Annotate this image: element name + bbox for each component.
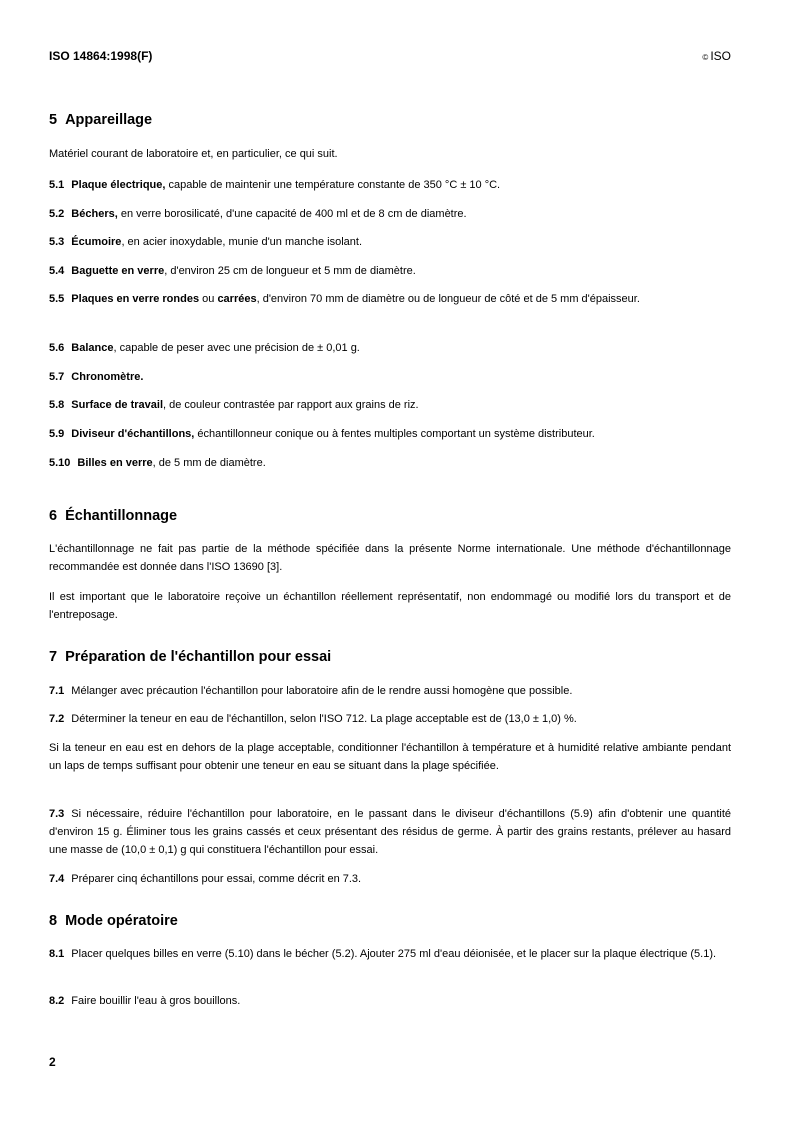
clause-item <box>49 945 731 963</box>
copyright-symbol: © <box>702 53 709 62</box>
clause-item <box>49 710 731 728</box>
section-heading <box>49 508 177 524</box>
clause-number: 5.7 <box>49 371 65 383</box>
paragraph <box>49 739 731 775</box>
clause-term: Plaques en verre rondes <box>71 293 200 305</box>
clause-item <box>49 425 731 443</box>
document-id: ISO 14864:1998(F) <box>49 49 153 63</box>
clause-term: Chronomètre. <box>71 371 144 383</box>
clause-number: 5.3 <box>49 236 65 248</box>
clause-text: en verre borosilicaté, d'une capacité de 400 ml et de 8 cm de diamètre. <box>117 208 467 220</box>
clause-number: 7.2 <box>49 713 65 725</box>
section-title: Échantillonnage <box>65 508 178 524</box>
clause-number: 5.8 <box>49 399 65 411</box>
clause-text: Matériel courant de laboratoire et, en particulier, ce qui suit. <box>49 148 338 160</box>
clause-item <box>49 396 731 414</box>
clause-text: , de couleur contrastée par rapport aux grains de riz. <box>163 399 419 411</box>
clause-number: 5.5 <box>49 293 65 305</box>
clause-text: Faire bouillir l'eau à gros bouillons. <box>71 995 241 1007</box>
clause-term: Diviseur d'échantillons, <box>71 428 195 440</box>
clause-number: 5.2 <box>49 208 65 220</box>
copyright-text: ISO <box>710 49 731 63</box>
clause-item <box>49 992 731 1010</box>
section-title: Mode opératoire <box>65 913 178 929</box>
clause-term: Écumoire <box>71 236 122 248</box>
section-title: Préparation de l'échantillon pour essai <box>65 649 332 665</box>
paragraph <box>49 588 731 624</box>
section-number: 6 <box>49 508 58 524</box>
clause-item <box>49 176 731 194</box>
clause-term: Baguette en verre <box>71 265 165 277</box>
clause-text: Placer quelques billes en verre (5.10) dans le bécher (5.2). Ajouter 275 ml d'eau déionisée, et le placer sur la plaque électrique (5.1). <box>71 948 717 960</box>
clause-term: Surface de travail <box>71 399 164 411</box>
clause-text: capable de maintenir une température constante de 350 °C ± 10 °C. <box>165 179 501 191</box>
clause-number: 7.1 <box>49 685 65 697</box>
clause-number: 7.4 <box>49 873 65 885</box>
clause-text: Il est important que le laboratoire reçoive un échantillon réellement représentatif, non endommagé ou modifié lors du transport et de l'entreposage. <box>49 591 731 621</box>
clause-text: Si la teneur en eau est en dehors de la plage acceptable, conditionner l'échantillon à température et à humidité relative ambiante pendant un laps de temps suffisant pour obtenir une teneur en eau se situant dans la plage spécifiée. <box>49 742 731 772</box>
clause-text: , d'environ 25 cm de longueur et 5 mm de diamètre. <box>164 265 416 277</box>
section-number: 7 <box>49 649 58 665</box>
page-number: 2 <box>49 1055 56 1069</box>
section-number: 8 <box>49 913 58 929</box>
clause-item <box>49 262 731 280</box>
clause-number: 8.2 <box>49 995 65 1007</box>
clause-item <box>49 290 731 308</box>
clause-term: Balance <box>71 342 114 354</box>
clause-text: Mélanger avec précaution l'échantillon pour laboratoire afin de le rendre aussi homogène que possible. <box>71 685 573 697</box>
paragraph <box>49 145 731 163</box>
clause-item <box>49 339 731 357</box>
clause-term: Béchers, <box>71 208 118 220</box>
clause-item <box>49 870 731 888</box>
clause-text: L'échantillonnage ne fait pas partie de la méthode spécifiée dans la présente Norme internationale. Une méthode d'échantillonnage recommandée est donnée dans l'ISO 13690 [3]. <box>49 543 731 573</box>
section-title: Appareillage <box>65 112 153 128</box>
clause-term: carrées <box>217 293 257 305</box>
clause-item <box>49 233 731 251</box>
clause-item <box>49 205 731 223</box>
clause-item <box>49 682 731 700</box>
clause-text: ou <box>199 293 218 305</box>
clause-number: 5.4 <box>49 265 65 277</box>
paragraph <box>49 540 731 576</box>
clause-item <box>49 368 731 386</box>
clause-number: 7.3 <box>49 808 65 820</box>
clause-text: Si nécessaire, réduire l'échantillon pour laboratoire, en le passant dans le diviseur d'échantillons (5.9) afin d'obtenir une quantité d'environ 15 g. Éliminer tous les grains cassés et ceux présentant des résidus de germe. À partir des grains restants, prélever au hasard une masse de (10,0 ± 0,1) g qui constituera l'échantillon pour essai. <box>49 808 731 856</box>
clause-text: , capable de peser avec une précision de ± 0,01 g. <box>113 342 360 354</box>
clause-number: 5.10 <box>49 457 71 469</box>
section-heading <box>49 913 178 929</box>
clause-item <box>49 454 731 472</box>
clause-text: , en acier inoxydable, munie d'un manche isolant. <box>121 236 363 248</box>
section-heading <box>49 649 331 665</box>
clause-number: 5.9 <box>49 428 65 440</box>
clause-number: 8.1 <box>49 948 65 960</box>
clause-term: Billes en verre <box>77 457 153 469</box>
clause-text: Déterminer la teneur en eau de l'échantillon, selon l'ISO 712. La plage acceptable est de (13,0 ± 1,0) %. <box>71 713 577 725</box>
clause-text: échantillonneur conique ou à fentes multiples comportant un système distributeur. <box>194 428 595 440</box>
clause-term: Plaque électrique, <box>71 179 166 191</box>
clause-number: 5.1 <box>49 179 65 191</box>
copyright <box>702 49 731 63</box>
clause-number: 5.6 <box>49 342 65 354</box>
section-heading <box>49 112 152 128</box>
clause-text: Préparer cinq échantillons pour essai, comme décrit en 7.3. <box>71 873 362 885</box>
clause-text: , d'environ 70 mm de diamètre ou de longueur de côté et de 5 mm d'épaisseur. <box>256 293 640 305</box>
clause-text: , de 5 mm de diamètre. <box>152 457 266 469</box>
section-number: 5 <box>49 112 58 128</box>
clause-item <box>49 805 731 859</box>
